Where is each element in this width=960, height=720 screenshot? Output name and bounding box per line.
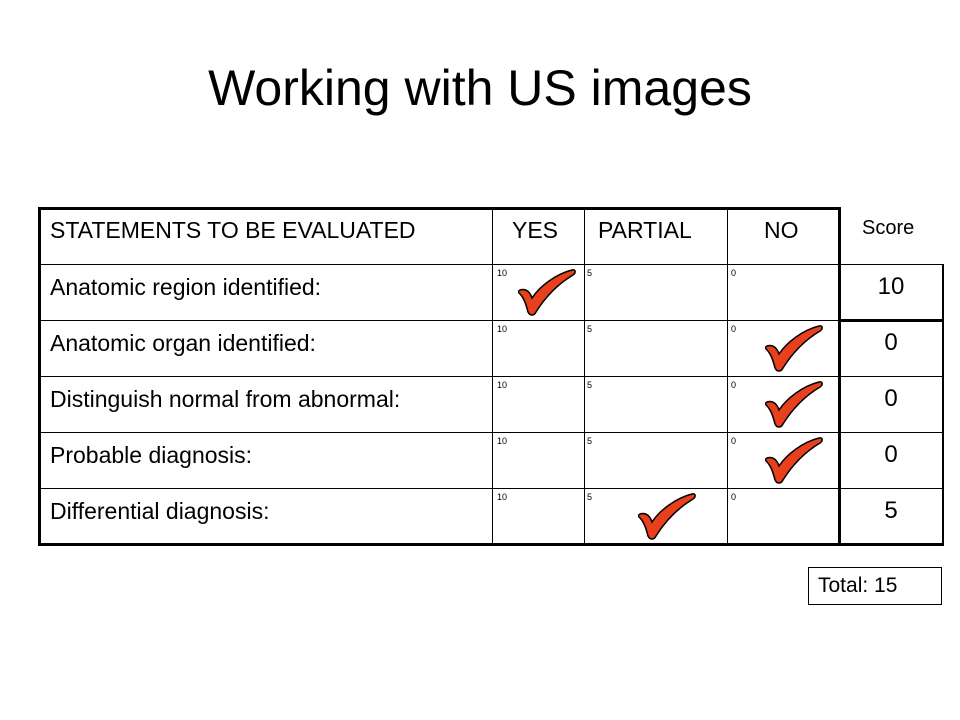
partial-points: 5 — [587, 492, 593, 502]
col-divider — [584, 207, 585, 546]
score-divider — [840, 432, 944, 433]
partial-points: 5 — [587, 436, 593, 446]
checkmark-icon — [765, 436, 825, 486]
checkmark-icon — [638, 492, 698, 542]
slide-title: Working with US images — [208, 60, 752, 116]
score-value: 0 — [884, 385, 898, 412]
no-points: 0 — [731, 380, 737, 390]
row-divider — [38, 432, 840, 433]
header-statements: STATEMENTS TO BE EVALUATED — [50, 217, 416, 243]
row-divider — [38, 264, 840, 265]
table-border-bottom — [38, 543, 840, 546]
score-value: 10 — [877, 273, 905, 300]
score-col-border-right — [942, 264, 944, 546]
row-divider — [38, 376, 840, 377]
col-divider — [492, 207, 493, 546]
yes-points: 10 — [497, 324, 508, 334]
score-value: 0 — [884, 329, 898, 356]
statement-label: Probable diagnosis: — [50, 442, 253, 468]
score-divider — [840, 264, 944, 265]
statement-label: Anatomic organ identified: — [50, 330, 316, 356]
score-divider — [840, 488, 944, 489]
table-border-left — [38, 207, 41, 546]
statement-label: Anatomic region identified: — [50, 274, 322, 300]
score-value: 0 — [884, 441, 898, 468]
checkmark-icon — [765, 380, 825, 430]
no-points: 0 — [731, 436, 737, 446]
table-border-top — [38, 207, 840, 210]
yes-points: 10 — [497, 380, 508, 390]
header-score: Score — [862, 217, 915, 239]
yes-points: 10 — [497, 492, 508, 502]
row-divider — [38, 488, 840, 489]
checkmark-icon — [765, 324, 825, 374]
no-points: 0 — [731, 492, 737, 502]
header-yes: YES — [512, 217, 559, 243]
yes-points: 10 — [497, 436, 508, 446]
header-partial: PARTIAL — [598, 217, 692, 243]
statement-label: Distinguish normal from abnormal: — [50, 386, 401, 412]
score-border-bottom — [840, 543, 944, 546]
partial-points: 5 — [587, 324, 593, 334]
yes-points: 10 — [497, 268, 508, 278]
header-no: NO — [764, 217, 799, 243]
partial-points: 5 — [587, 380, 593, 390]
score-divider — [840, 319, 944, 322]
score-value: 5 — [884, 497, 898, 524]
row-divider — [38, 320, 840, 321]
statement-label: Differential diagnosis: — [50, 498, 270, 524]
no-points: 0 — [731, 324, 737, 334]
no-points: 0 — [731, 268, 737, 278]
col-divider — [727, 207, 728, 546]
score-divider — [840, 376, 944, 377]
partial-points: 5 — [587, 268, 593, 278]
checkmark-icon — [518, 268, 578, 318]
total-score-box: Total: 15 — [808, 567, 942, 605]
